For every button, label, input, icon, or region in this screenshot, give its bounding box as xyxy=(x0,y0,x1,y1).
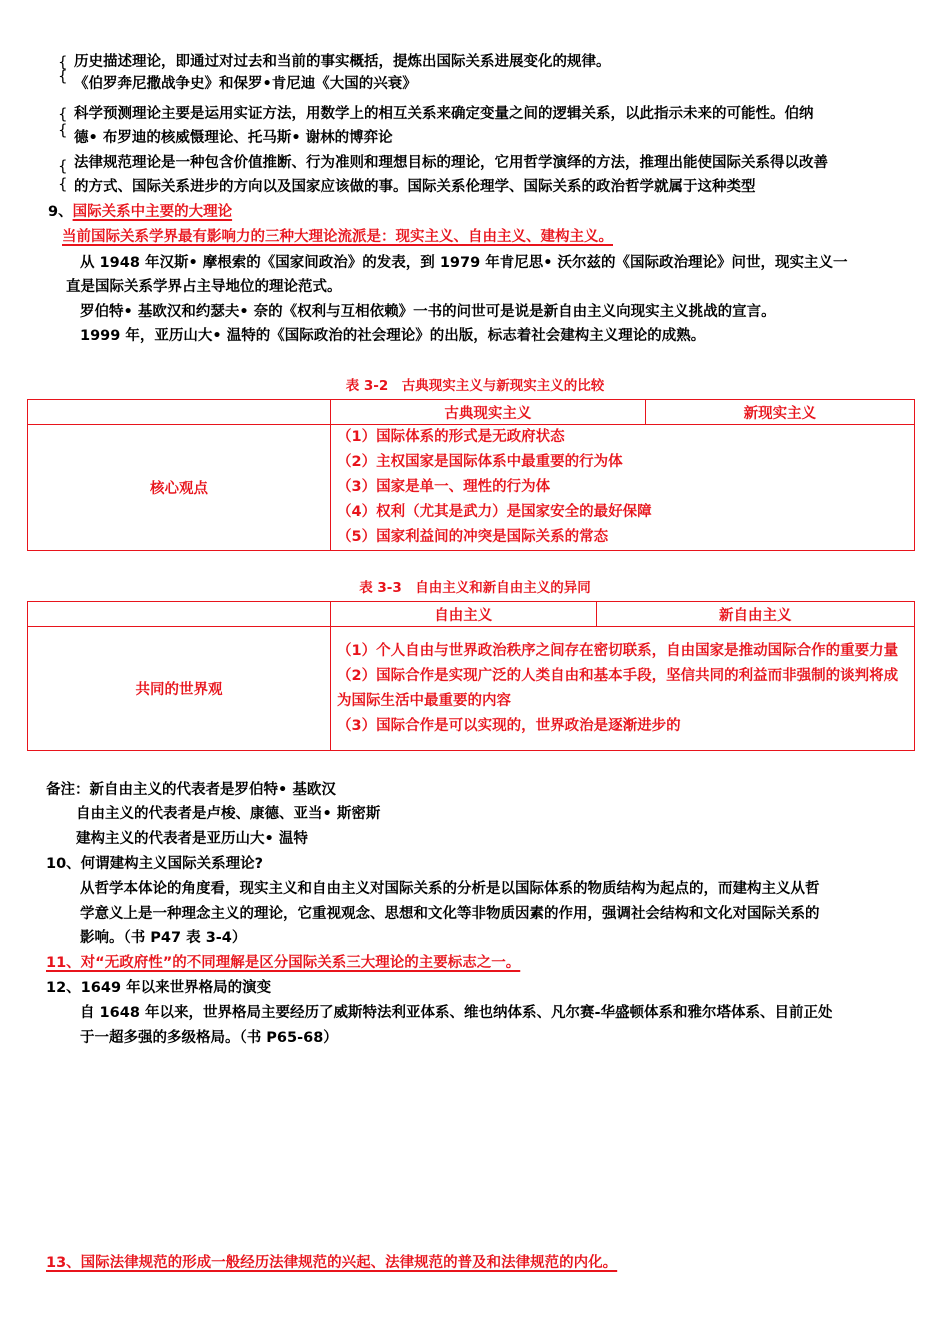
table-header-empty xyxy=(28,602,331,627)
note-line: 自由主义的代表者是卢梭、康德、亚当• 斯密斯 xyxy=(76,806,381,822)
theory-type-line: 法律规范理论是一种包含价值推断、行为准则和理想目标的理论，它用哲学演绎的方法，推理出能使国际关系得以改善 xyxy=(74,155,828,171)
theory-type-line: 德• 布罗迪的核威慑理论、托马斯• 谢林的博弈论 xyxy=(74,130,393,146)
brace-icon: { xyxy=(58,121,68,139)
brace-icon: { xyxy=(58,53,68,71)
table-row-label: 共同的世界观 xyxy=(28,627,331,751)
list-item: （3）国际合作是可以实现的，世界政治是逐渐进步的 xyxy=(337,717,681,734)
list-item: （3）国家是单一、理性的行为体 xyxy=(337,479,551,495)
section-13: 13、国际法律规范的形成一般经历法律规范的兴起、法律规范的普及和法律规范的内化。 xyxy=(46,1255,618,1271)
note-line: 建构主义的代表者是亚历山大• 温特 xyxy=(76,831,308,847)
table-row-label: 核心观点 xyxy=(28,425,331,551)
table-header-empty xyxy=(28,400,331,425)
brace-icon: { xyxy=(58,105,68,123)
list-item: （2）主权国家是国际体系中最重要的行为体 xyxy=(337,454,623,470)
paragraph-line: 影响。（书 P47 表 3-4） xyxy=(80,930,247,946)
brace-icon: { xyxy=(58,175,68,193)
section-9-heading xyxy=(48,202,232,222)
table-caption: 表 3-2 古典现实主义与新现实主义的比较 xyxy=(345,378,605,394)
brace-icon: { xyxy=(58,157,68,175)
paragraph-line: 于一超多强的多级格局。（书 P65-68） xyxy=(80,1030,338,1046)
table-cell-points xyxy=(331,425,915,551)
theory-type-line: 的方式、国际关系进步的方向以及国家应该做的事。国际关系伦理学、国际关系的政治哲学就属于这种类型 xyxy=(74,179,756,195)
theory-type-line: 科学预测理论主要是运用实证方法，用数学上的相互关系来确定变量之间的逻辑关系，以此指示未来的可能性。伯纳 xyxy=(74,106,814,122)
table-header: 新现实主义 xyxy=(645,400,914,425)
paragraph-line: 从哲学本体论的角度看，现实主义和自由主义对国际关系的分析是以国际体系的物质结构为起点的，而建构主义从哲 xyxy=(80,881,820,897)
section-12-heading: 12、1649 年以来世界格局的演变 xyxy=(46,980,272,996)
section-title: 国际关系中主要的大理论 xyxy=(72,204,233,220)
table-header: 自由主义 xyxy=(331,602,597,627)
theory-type-line: 历史描述理论，即通过对过去和当前的事实概括，提炼出国际关系进展变化的规律。 xyxy=(74,54,611,70)
list-item: （1）个人自由与世界政治秩序之间存在密切联系，自由国家是推动国际合作的重要力量 xyxy=(337,642,899,659)
table-header: 新自由主义 xyxy=(596,602,914,627)
table-caption: 表 3-3 自由主义和新自由主义的异同 xyxy=(359,580,591,596)
list-item: （1）国际体系的形式是无政府状态 xyxy=(337,429,565,445)
comparison-table-realism xyxy=(27,399,915,551)
section-11: 11、对“无政府性”的不同理解是区分国际关系三大理论的主要标志之一。 xyxy=(46,955,521,971)
table-header: 古典现实主义 xyxy=(331,400,646,425)
table-cell-points xyxy=(331,627,915,751)
comparison-table-liberalism xyxy=(27,601,915,751)
paragraph-line: 学意义上是一种理念主义的理论，它重视观念、思想和文化等非物质因素的作用，强调社会结构和文化对国际关系的 xyxy=(80,906,820,922)
paragraph-line: 自 1648 年以来，世界格局主要经历了威斯特法利亚体系、维也纳体系、凡尔赛-华盛顿体系和雅尔塔体系、目前正处 xyxy=(80,1005,833,1021)
theory-type-line: 《伯罗奔尼撒战争史》和保罗•肯尼迪《大国的兴衰》 xyxy=(74,76,417,92)
note-line: 备注：新自由主义的代表者是罗伯特• 基欧汉 xyxy=(46,782,336,798)
brace-icon: { xyxy=(58,67,68,85)
paragraph-line: 从 1948 年汉斯• 摩根索的《国家间政治》的发表，到 1979 年肯尼思• 沃尔兹的《国际政治理论》问世，现实主义一 xyxy=(80,255,848,271)
paragraph-line: 1999 年，亚历山大• 温特的《国际政治的社会理论》的出版，标志着社会建构主义理论的成熟。 xyxy=(80,328,706,344)
section-10-heading: 10、何谓建构主义国际关系理论? xyxy=(46,856,264,872)
list-item: （2）国际合作是实现广泛的人类自由和基本手段，坚信共同的利益而非强制的谈判将成为国际生活中最重要的内容 xyxy=(337,667,899,709)
list-item: （4）权利（尤其是武力）是国家安全的最好保障 xyxy=(337,504,652,520)
section-number: 9、 xyxy=(48,204,73,220)
section-9-highlight: 当前国际关系学界最有影响力的三种大理论流派是：现实主义、自由主义、建构主义。 xyxy=(62,229,613,245)
list-item: （5）国家利益间的冲突是国际关系的常态 xyxy=(337,529,609,545)
paragraph-line: 直是国际关系学界占主导地位的理论范式。 xyxy=(66,279,342,295)
paragraph-line: 罗伯特• 基欧汉和约瑟夫• 奈的《权利与互相依赖》一书的问世可是说是新自由主义向现实主义挑战的宣言。 xyxy=(80,304,776,320)
